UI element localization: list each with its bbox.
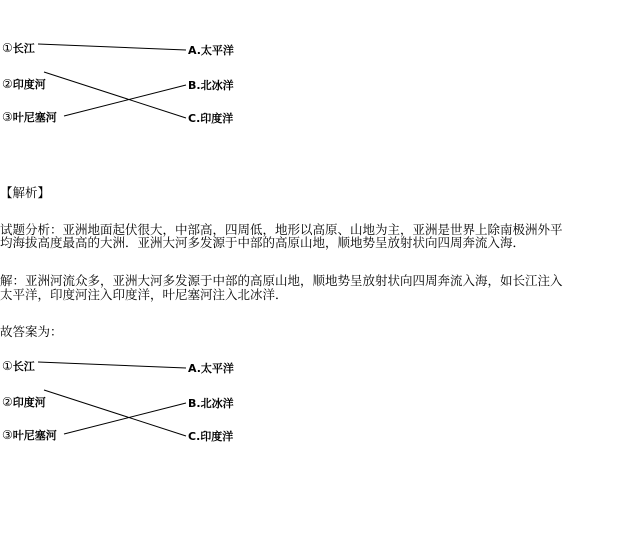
- option-letter: C.: [188, 112, 201, 125]
- answer-matching-diagram: [0, 356, 250, 456]
- left-item-1: [2, 360, 35, 373]
- river-name: 长江: [12, 360, 35, 373]
- right-item-b: [188, 397, 234, 410]
- river-name: 印度河: [12, 78, 46, 91]
- analysis-line-1: 试题分析：亚洲地面起伏很大，中部高，四周低，地形以高原、山地为主，亚洲是世界上除南极洲外平: [0, 222, 563, 237]
- ocean-name: 北冰洋: [200, 79, 234, 92]
- left-item-3: [2, 111, 57, 124]
- river-name: 叶尼塞河: [12, 429, 57, 442]
- answer-intro: 故答案为：: [0, 324, 63, 339]
- ocean-name: 北冰洋: [200, 397, 234, 410]
- ocean-name: 印度洋: [200, 430, 234, 443]
- right-item-b: [188, 79, 234, 92]
- river-name: 长江: [12, 42, 35, 55]
- option-letter: B.: [188, 397, 201, 410]
- item-number: ③: [2, 428, 13, 442]
- ocean-name: 太平洋: [200, 362, 234, 375]
- left-item-1: [2, 42, 35, 55]
- left-item-3: [2, 429, 57, 442]
- match-line-changjiang-pacific: [38, 44, 186, 50]
- solution-line-2: 太平洋，印度河注入印度洋，叶尼塞河注入北冰洋．: [0, 287, 288, 302]
- match-line-indus-indian: [44, 72, 186, 118]
- river-name: 印度河: [12, 396, 46, 409]
- option-letter: A.: [188, 44, 201, 57]
- right-item-a: [188, 44, 234, 57]
- ocean-name: 印度洋: [200, 112, 234, 125]
- item-number: ②: [2, 395, 13, 409]
- option-letter: A.: [188, 362, 201, 375]
- item-number: ①: [2, 359, 13, 373]
- analysis-line-2: 均海拔高度最高的大洲．亚洲大河多发源于中部的高原山地，顺地势呈放射状向四周奔流入海．: [0, 235, 526, 250]
- item-number: ②: [2, 77, 13, 91]
- option-letter: B.: [188, 79, 201, 92]
- ocean-name: 太平洋: [200, 44, 234, 57]
- match-line-yenisei-arctic: [64, 403, 186, 434]
- solution-line-1: 解：亚洲河流众多，亚洲大河多发源于中部的高原山地，顺地势呈放射状向四周奔流入海，如长江注入: [0, 273, 563, 288]
- question-matching-diagram: [0, 38, 250, 138]
- match-line-indus-indian: [44, 390, 186, 436]
- item-number: ③: [2, 110, 13, 124]
- right-item-c: [188, 112, 233, 125]
- right-item-c: [188, 430, 233, 443]
- option-letter: C.: [188, 430, 201, 443]
- item-number: ①: [2, 41, 13, 55]
- match-line-yenisei-arctic: [64, 85, 186, 116]
- left-item-2: [2, 396, 46, 409]
- analysis-heading: 【解析】: [0, 185, 51, 200]
- left-item-2: [2, 78, 46, 91]
- right-item-a: [188, 362, 234, 375]
- match-line-changjiang-pacific: [38, 362, 186, 368]
- river-name: 叶尼塞河: [12, 111, 57, 124]
